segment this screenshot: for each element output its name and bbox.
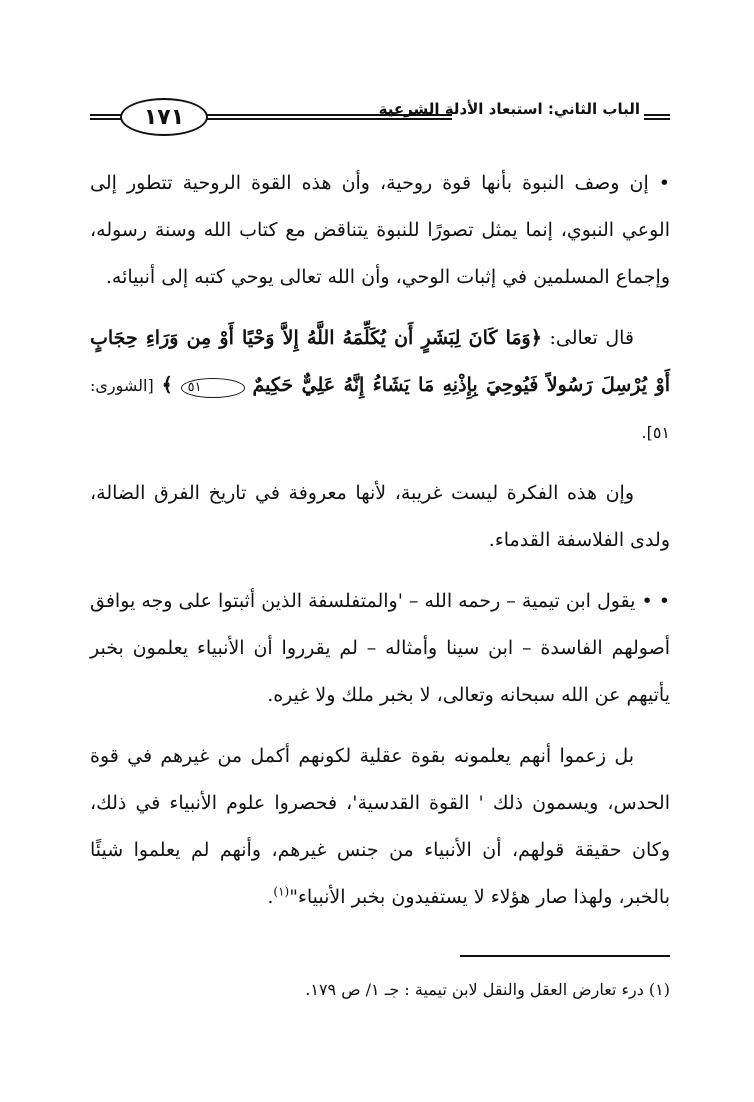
quran-intro: قال تعالى: [541, 327, 635, 349]
page-number: ١٧١ [120, 98, 208, 136]
footnote-marker[interactable]: (١) [273, 884, 290, 899]
paragraph-3: وإن هذه الفكرة ليست غريبة، لأنها معروفة في تاريخ الفرق الضالة، ولدى الفلاسفة القدماء. [90, 482, 670, 551]
paragraph-1: • إن وصف النبوة بأنها قوة روحية، وأن هذه القوة الروحية تتطور إلى الوعي النبوي، إنما يمثل تصورًا للنبوة يتناقض مع كتاب الله وسنة رسوله، وإجماع المسلمين في إثبات الوحي، وأن الله تعالى يوحي كتبه إلى أنبيائه. [90, 172, 670, 288]
chapter-title: الباب الثاني: استبعاد الأدلة الشرعية [378, 100, 640, 118]
footnote-1: (١) درء تعارض العقل والنقل لابن تيمية : جـ ١/ ص ١٧٩. [305, 980, 670, 999]
page-header [90, 92, 670, 142]
paragraph-2-quran-citation [90, 315, 670, 456]
quran-reference: [الشورى: ٥١]. [90, 376, 670, 442]
footnotes [90, 975, 670, 1005]
quran-verse: ﴿وَمَا كَانَ لِبَشَرٍ أَن يُكَلِّمَهُ اللَّهُ إِلاَّ وَحْيًا أَوْ مِن وَرَاءِ حِجَابٍ أَوْ يُرْسِلَ رَسُولاً فَيُوحِيَ بِإِذْنِهِ مَا يَشَاءُ إِنَّهُ عَلِيٌّ حَكِيمٌ [90, 327, 670, 396]
paragraph-5-end: . [267, 886, 274, 908]
quran-verse-end: ﴾ [161, 374, 173, 396]
header-rule-right [644, 114, 670, 120]
verse-number-icon: ٥١ [181, 378, 245, 398]
paragraph-5 [90, 733, 670, 921]
paragraph-4: • • يقول ابن تيمية – رحمه الله – 'والمتفلسفة الذين أثبتوا على وجه يوافق أصولهم الفاسدة – ابن سينا وأمثاله – لم يقرروا أن الأنبياء يعلمون بخبر يأتيهم عن الله سبحانه وتعالى، لا بخبر ملك ولا غيره. [90, 590, 670, 706]
main-text [90, 160, 670, 935]
footnote-separator [460, 955, 670, 957]
paragraph-5-text: بل زعموا أنهم يعلمونه بقوة عقلية لكونهم أكمل من غيرهم في قوة الحدس، ويسمون ذلك ' القوة القدسية'، فحصروا علوم الأنبياء في ذلك، وكان حقيقة قولهم، أن الأنبياء من جنس غيرهم، وأنهم لم يعلموا شيئًا بالخبر، ولهذا صار هؤلاء لا يستفيدون بخبر الأنبياء" [90, 745, 670, 908]
